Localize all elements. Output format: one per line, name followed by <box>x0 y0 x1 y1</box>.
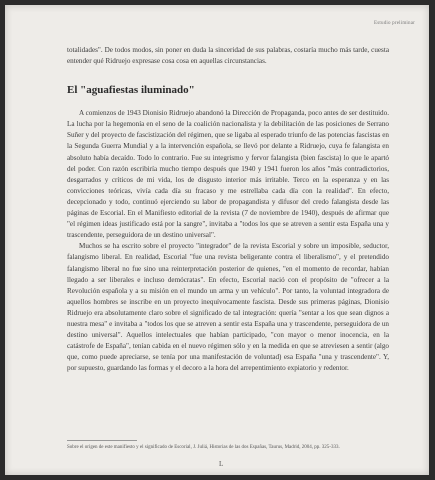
body-paragraph: Muchos se ha escrito sobre el proyecto "integrador" de la revista Escorial y sobre un imposible, seductor, falangismo liberal. En realidad, Escorial "fue una revista beligerante contra el liberalismo", y el pretendido falangismo liberal no fue sino una reinterpretación posterior de quienes, "en el momento de recordar, habían llegado a ser liberales e incluso demócratas". En efecto, Escorial nació con el propósito de "ofrecer a la Revolución española y a su misión en el mundo un arma y un vehículo". Por tanto, la voluntad integradora de aquellos hombres se inscribe en un proyecto inequívocamente fascista. Desde sus primeras páginas, Dionisio Ridruejo era absolutamente claro sobre el significado de tal integración: quería "sentar a los que sean dignos a nuestra mesa" e invitaba a "todos los que se atreven a sentir esta España una y trascendente, perseguidora de un destino universal". Aquellos intelectuales que habían participado, "con mayor o menor inocencia, en la catástrofe de España", tenían cabida en el nuevo régimen sólo y en la medida en que se atreviesen a sentir (algo que, como puede apreciarse, se tenía por una manifestación de voluntad) esa España "una y trascendente". Y, por supuesto, guardando las formas y el decoro a la hora del arrepentimiento expiatorio y redentor. <box>67 242 389 373</box>
footnote: Sobre el origen de este manifiesto y el significado de Escorial, J. Juliá, Historias de las dos Españas, Taurus, Madrid, 2004, pp. 325-333. <box>67 445 340 450</box>
body-paragraph: A comienzos de 1943 Dionisio Ridruejo abandonó la Dirección de Propaganda, poco antes de ser destituido. La lucha por la hegemonía en el seno de la coalición nacionalista y la debilitación de las posiciones de Serrano Suñer y del proyecto de fascistización del régimen, que se ligaba al esperado triunfo de las potencias fascistas en la Segunda Guerra Mundial y a la intervención española, se llevó por delante a Ridruejo, cuya fe falangista en absoluto había decaído. Todo lo contrario. Fue su integrismo y fervor falangista (bien fascista) lo que le apartó del poder. Con razón escribiría mucho tiempo después que 1940 y 1941 fueron los años "más contradictorios, desgarrados y críticos de mi vida, los de disgusto interior más irritable. Terco en la esperanza y en las convicciones teóricas, vivía cada día su fracaso y me estrellaba cada día con la realidad". En efecto, decepcionado y todo, continuó ejerciendo su labor de propagandista y difusor del credo falangista desde las páginas de Escorial. En el Manifiesto editorial de la revista (7 de noviembre de 1940), después de afirmar que "el régimen ideas justificado está por la sangre", invitaba a "todos los que se atreven a sentir esta España una y trascendente, perseguidora de un destino universal". <box>67 109 389 240</box>
section-title: El "aguafiestas iluminado" <box>67 84 195 97</box>
intro-paragraph: totalidades". De todos modos, sin poner en duda la sinceridad de sus palabras, costaría mucho más tarde, cuesta entender qué Ridruejo expresase cosa cosa en aquellas circunstancias. <box>67 46 389 66</box>
body-text <box>67 45 389 374</box>
running-header: Estudio preliminar <box>374 21 415 26</box>
page-number: L <box>219 460 224 468</box>
document-page <box>5 5 429 475</box>
footnote-divider <box>67 440 137 441</box>
